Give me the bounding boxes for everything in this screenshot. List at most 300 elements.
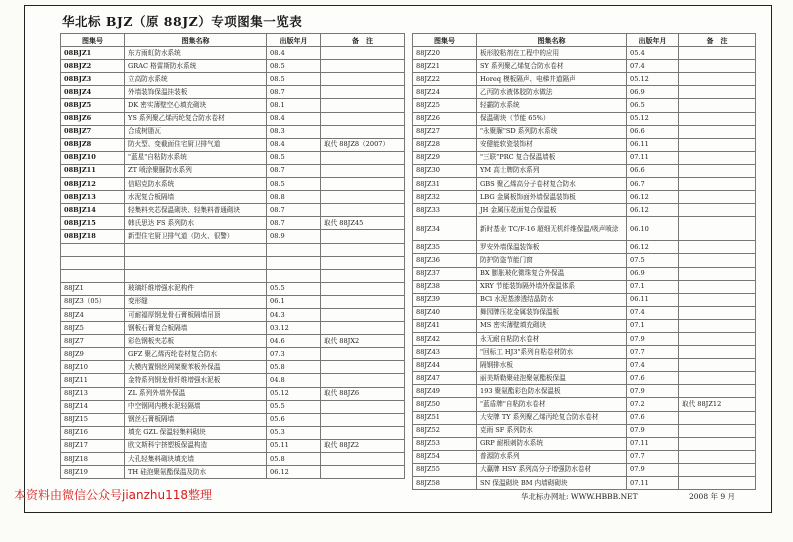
cell-name: SN 保温砌块 BM 内墙砌砌块 (477, 477, 627, 490)
blank-row (61, 269, 405, 282)
table-row (61, 374, 405, 387)
cell-code: 08BJZ1 (61, 47, 125, 60)
cell-code: 88JZ7 (61, 335, 125, 348)
cell-name: 大孔轻集料砌块填充墙 (125, 453, 267, 466)
cell-date: 07.11 (627, 437, 679, 450)
cell-code: 88JZ42 (413, 332, 477, 345)
table-row (413, 112, 756, 125)
table-row (413, 125, 756, 138)
cell-date: 05.8 (267, 453, 321, 466)
cell-date: 06.12 (627, 191, 679, 204)
cell-note: 取代 88JX2 (321, 335, 405, 348)
cell-code: 08BJZ14 (61, 204, 125, 217)
cell-note (679, 372, 756, 385)
cell-date: 08.4 (267, 112, 321, 125)
table-row (413, 372, 756, 385)
cell-note (321, 99, 405, 112)
cell-code: 88JZ28 (413, 138, 477, 151)
cell-note (321, 453, 405, 466)
cell-code: 88JZ3（05） (61, 295, 125, 308)
cell-name: 舞园牌压花金属装饰保温板 (477, 306, 627, 319)
cell-name: 信昭克防水系统 (125, 178, 267, 191)
cell-name: 中空钢网内模水泥轻隔墙 (125, 400, 267, 413)
cell-name: ZL 系列外墙外保温 (125, 387, 267, 400)
table-row (61, 322, 405, 335)
cell-code: 88JZ36 (413, 254, 477, 267)
table-row (413, 254, 756, 267)
table-row (61, 387, 405, 400)
cell-note (321, 191, 405, 204)
cell-code: 88JZ49 (413, 385, 477, 398)
cell-date: 08.5 (267, 73, 321, 86)
cell-date: 07.7 (627, 450, 679, 463)
cell-name: "蓝星"自粘防水系统 (125, 151, 267, 164)
cell-date: 07.4 (627, 60, 679, 73)
cell-code: 88JZ33 (413, 204, 477, 217)
left-catalog-table (60, 33, 405, 479)
table-row (413, 138, 756, 151)
cell-code: 08BJZ7 (61, 125, 125, 138)
header-name: 图集名称 (125, 34, 267, 47)
cell-note (679, 99, 756, 112)
table-row (413, 450, 756, 463)
cell-name: DK 密实薄壁空心填充砌块 (125, 99, 267, 112)
cell-note (321, 60, 405, 73)
cell-note (321, 426, 405, 439)
cell-name: 变形缝 (125, 295, 267, 308)
table-row (61, 282, 405, 295)
cell-date: 07.3 (267, 348, 321, 361)
cell-code: 88JZ20 (413, 47, 477, 60)
cell-name: YS 系列聚乙烯丙纶复合防水卷材 (125, 112, 267, 125)
table-row (61, 361, 405, 374)
cell-date: 05.12 (627, 112, 679, 125)
cell-name: 钢板石膏复合板隔墙 (125, 322, 267, 335)
table-row (61, 86, 405, 99)
table-row (61, 164, 405, 177)
cell-name: 外墙装饰保温挂装板 (125, 86, 267, 99)
table-row (413, 73, 756, 86)
cell-code: 88JZ39 (413, 293, 477, 306)
table-row (413, 398, 756, 411)
cell-name: 保温砌块（节能 65%） (477, 112, 627, 125)
cell-code: 08BJZ8 (61, 138, 125, 151)
cell-name: 乙丙防水液体胶防水做法 (477, 86, 627, 99)
cell-note (321, 466, 405, 479)
cell-date: 06.7 (627, 178, 679, 191)
cell-name: 防护防盗节能门窗 (477, 254, 627, 267)
table-row (413, 60, 756, 73)
cell-date: 04.6 (267, 335, 321, 348)
cell-name: ZT 喷涂聚脲防水系列 (125, 164, 267, 177)
table-row (413, 424, 756, 437)
cell-name: MS 密实薄壁填充砌块 (477, 319, 627, 332)
cell-code: 88JZ25 (413, 99, 477, 112)
cell-note (679, 293, 756, 306)
cell-date: 08.1 (267, 99, 321, 112)
table-row (413, 346, 756, 359)
cell-name: 永无耐自粘防水卷材 (477, 332, 627, 345)
cell-date: 07.4 (627, 359, 679, 372)
cell-note (679, 385, 756, 398)
cell-name: 隔钢排水板 (477, 359, 627, 372)
cell-note (679, 280, 756, 293)
table-row (61, 151, 405, 164)
table-row (413, 241, 756, 254)
cell-date: 06.9 (627, 86, 679, 99)
cell-note (679, 47, 756, 60)
table-row (413, 47, 756, 60)
cell-note (321, 348, 405, 361)
cell-name: GFZ 聚乙烯丙纶卷材复合防水 (125, 348, 267, 361)
cell-code: 88JZ44 (413, 359, 477, 372)
header-name: 图集名称 (477, 34, 627, 47)
cell-code: 88JZ55 (413, 463, 477, 476)
cell-note (679, 217, 756, 241)
cell-name: 韩氏思达 FS 系列防水 (125, 217, 267, 230)
cell-code: 88JZ30 (413, 164, 477, 177)
cell-date: 07.9 (627, 385, 679, 398)
cell-date: 06.9 (627, 267, 679, 280)
cell-date: 07.4 (627, 306, 679, 319)
blank-cell (61, 256, 125, 269)
cell-code: 88JZ40 (413, 306, 477, 319)
table-row (413, 306, 756, 319)
cell-name: 罗安外墙保温装饰板 (477, 241, 627, 254)
table-row (61, 335, 405, 348)
cell-date: 05.12 (627, 73, 679, 86)
table-row (61, 308, 405, 321)
cell-date: 07.1 (627, 319, 679, 332)
blank-cell (61, 269, 125, 282)
cell-note (321, 361, 405, 374)
cell-code: 88JZ54 (413, 450, 477, 463)
blank-row (61, 243, 405, 256)
cell-date: 06.6 (627, 125, 679, 138)
cell-date: 06.10 (627, 217, 679, 241)
cell-note (321, 47, 405, 60)
cell-date: 05.5 (267, 282, 321, 295)
header-date: 出版年月 (627, 34, 679, 47)
table-row (413, 293, 756, 306)
cell-date: 07.5 (627, 254, 679, 267)
table-row (413, 151, 756, 164)
blank-cell (125, 256, 267, 269)
cell-name: 普源防水系列 (477, 450, 627, 463)
cell-name: TH 硅泡聚氨酯保温及防水 (125, 466, 267, 479)
cell-note (321, 374, 405, 387)
cell-code: 88JZ35 (413, 241, 477, 254)
cell-code: 88JZ38 (413, 280, 477, 293)
cell-note (679, 437, 756, 450)
cell-code: 88JZ4 (61, 308, 125, 321)
cell-date: 06.12 (627, 204, 679, 217)
cell-note (679, 346, 756, 359)
cell-name: 安健能软瓷装饰材 (477, 138, 627, 151)
cell-name: 新型住宅厨卫排气道（防火、很警） (125, 230, 267, 243)
cell-note (679, 191, 756, 204)
cell-note (321, 295, 405, 308)
table-row (413, 463, 756, 476)
table-row (413, 86, 756, 99)
cell-note (679, 424, 756, 437)
table-row (61, 400, 405, 413)
cell-code: 08BJZ4 (61, 86, 125, 99)
table-row (61, 204, 405, 217)
table-row (413, 280, 756, 293)
cell-name: 可耐福厚钢龙骨石膏板隔墙吊顶 (125, 308, 267, 321)
blank-cell (321, 243, 405, 256)
cell-note (679, 267, 756, 280)
cell-date: 06.12 (267, 466, 321, 479)
cell-code: 08BJZ5 (61, 99, 125, 112)
table-row (61, 191, 405, 204)
table-row (61, 348, 405, 361)
table-row (61, 453, 405, 466)
blank-cell (321, 256, 405, 269)
cell-date: 08.8 (267, 191, 321, 204)
table-row (61, 217, 405, 230)
header-note: 备 注 (321, 34, 405, 47)
cell-date: 07.11 (627, 151, 679, 164)
cell-name: "三联"PRC 复合保温墙板 (477, 151, 627, 164)
cell-code: 08BJZ13 (61, 191, 125, 204)
cell-note (679, 178, 756, 191)
cell-code: 88JZ11 (61, 374, 125, 387)
table-row (413, 385, 756, 398)
cell-name: 欧文斯科宁挤塑板保温构造 (125, 439, 267, 452)
cell-code: 88JZ41 (413, 319, 477, 332)
cell-date: 08.7 (267, 217, 321, 230)
cell-date: 06.11 (627, 138, 679, 151)
cell-date: 05.4 (627, 47, 679, 60)
cell-note: 取代 88JZ2 (321, 439, 405, 452)
blank-row (61, 256, 405, 269)
cell-code: 88JZ14 (61, 400, 125, 413)
cell-note: 取代 88JZ6 (321, 387, 405, 400)
cell-code: 88JZ29 (413, 151, 477, 164)
cell-note (321, 125, 405, 138)
cell-date: 08.4 (267, 138, 321, 151)
cell-code: 88JZ34 (413, 217, 477, 241)
header-note: 备 注 (679, 34, 756, 47)
table-row (413, 437, 756, 450)
cell-name: 轻霸防水系统 (477, 99, 627, 112)
cell-date: 05.12 (267, 387, 321, 400)
cell-date: 07.2 (627, 398, 679, 411)
cell-code: 88JZ26 (413, 112, 477, 125)
cell-note: 取代 88JZ12 (679, 398, 756, 411)
cell-name: Horeq 模板隔声、电梯井道隔声 (477, 73, 627, 86)
table-row (61, 125, 405, 138)
cell-date: 05.11 (267, 439, 321, 452)
cell-name: 彩色钢板夹芯板 (125, 335, 267, 348)
cell-code: 88JZ27 (413, 125, 477, 138)
cell-note (321, 400, 405, 413)
cell-code: 88JZ24 (413, 86, 477, 99)
left-table-body (61, 47, 405, 479)
cell-code: 88JZ5 (61, 322, 125, 335)
table-row (61, 73, 405, 86)
table-row (61, 439, 405, 452)
cell-date: 08.7 (267, 204, 321, 217)
cell-name: XRY 节能装饰隔外墙外保温体系 (477, 280, 627, 293)
blank-cell (267, 243, 321, 256)
cell-name: GRAC 格雷斯防水系统 (125, 60, 267, 73)
cell-name: 立高防水系统 (125, 73, 267, 86)
cell-name: 轻集料夹芯保温砌块、轻集料普通砌块 (125, 204, 267, 217)
cell-date: 03.12 (267, 322, 321, 335)
table-row (413, 99, 756, 112)
cell-name: 水泥复合板隔墙 (125, 191, 267, 204)
table-row (61, 466, 405, 479)
cell-date: 08.5 (267, 60, 321, 73)
cell-code: 88JZ32 (413, 191, 477, 204)
cell-note: 取代 88JZ45 (321, 217, 405, 230)
cell-date: 08.5 (267, 151, 321, 164)
cell-name: 克雨 SF 系列防水 (477, 424, 627, 437)
cell-note (321, 308, 405, 321)
cell-name: YM 高士牌防水系列 (477, 164, 627, 177)
cell-name: 填充 GZL 保温轻集料砌块 (125, 426, 267, 439)
cell-date: 05.3 (267, 426, 321, 439)
cell-note (679, 332, 756, 345)
cell-name: "回标工 HJ3"系列自粘卷材防水 (477, 346, 627, 359)
cell-name: 新时基业 TC/F-16 超细无机纤维保温/吸声喷涂 (477, 217, 627, 241)
cell-code: 88JZ21 (413, 60, 477, 73)
table-row (413, 204, 756, 217)
right-table-body (413, 47, 756, 490)
cell-name: 大安牌 TY 系列聚乙烯丙纶复合防水卷材 (477, 411, 627, 424)
right-catalog-table (412, 33, 756, 490)
cell-code: 88JZ22 (413, 73, 477, 86)
cell-date: 07.9 (627, 332, 679, 345)
cell-note (321, 413, 405, 426)
cell-code: 88JZ16 (61, 426, 125, 439)
cell-date: 08.7 (267, 86, 321, 99)
cell-name: JH 金属压花面复合保温板 (477, 204, 627, 217)
cell-code: 88JZ47 (413, 372, 477, 385)
cell-note (321, 178, 405, 191)
cell-note (321, 322, 405, 335)
table-row (413, 267, 756, 280)
cell-note (321, 112, 405, 125)
table-row (61, 112, 405, 125)
cell-name: 合成树脂瓦 (125, 125, 267, 138)
cell-note (679, 204, 756, 217)
blank-cell (267, 269, 321, 282)
cell-note (321, 151, 405, 164)
cell-name: BCl 水泥基渗透结晶防水 (477, 293, 627, 306)
table-row (413, 359, 756, 372)
footer-date: 2008 年 9 月 (689, 492, 736, 501)
blank-cell (125, 243, 267, 256)
cell-code: 88JZ13 (61, 387, 125, 400)
blank-cell (321, 269, 405, 282)
table-header-row (61, 34, 405, 47)
table-row (61, 230, 405, 243)
cell-code: 08BJZ11 (61, 164, 125, 177)
table-row (61, 413, 405, 426)
cell-date: 07.11 (627, 477, 679, 490)
cell-code: 08BJZ12 (61, 178, 125, 191)
table-header-row (413, 34, 756, 47)
cell-code: 88JZ53 (413, 437, 477, 450)
cell-name: SY 系列聚乙烯复合防水卷材 (477, 60, 627, 73)
cell-code: 08BJZ18 (61, 230, 125, 243)
cell-date: 04.8 (267, 374, 321, 387)
cell-note (321, 164, 405, 177)
cell-code: 08BJZ6 (61, 112, 125, 125)
table-row (61, 178, 405, 191)
cell-name: 防火型、变截面住宅厨卫排气道 (125, 138, 267, 151)
cell-code: 88JZ37 (413, 267, 477, 280)
table-row (413, 217, 756, 241)
cell-code: 88JZ19 (61, 466, 125, 479)
cell-name: GBS 聚乙烯高分子卷材复合防水 (477, 178, 627, 191)
cell-name: BX 膨胀玻化微珠复合外保温 (477, 267, 627, 280)
cell-date: 07.6 (627, 411, 679, 424)
cell-name: 193 聚氨酯彩色防水保温板 (477, 385, 627, 398)
cell-code: 88JZ17 (61, 439, 125, 452)
table-row (413, 477, 756, 490)
cell-date: 06.11 (627, 293, 679, 306)
cell-code: 88JZ51 (413, 411, 477, 424)
cell-date: 07.7 (627, 346, 679, 359)
cell-name: 大赢牌 HSY 系列高分子增强防水卷材 (477, 463, 627, 476)
cell-code: 08BJZ15 (61, 217, 125, 230)
cell-note (321, 282, 405, 295)
cell-name: 金特系列钢龙骨纤维增强水泥板 (125, 374, 267, 387)
cell-name: GRP 耐根刺防水系统 (477, 437, 627, 450)
cell-note (679, 164, 756, 177)
cell-code: 88JZ52 (413, 424, 477, 437)
table-row (413, 319, 756, 332)
cell-note (679, 125, 756, 138)
cell-code: 88JZ58 (413, 477, 477, 490)
cell-code: 88JZ50 (413, 398, 477, 411)
cell-date: 08.5 (267, 178, 321, 191)
table-row (413, 411, 756, 424)
table-row (61, 99, 405, 112)
cell-date: 08.7 (267, 164, 321, 177)
cell-name: 大模内置钢丝网架聚苯板外保温 (125, 361, 267, 374)
watermark-text: 本资料由微信公众号jianzhu118整理 (14, 488, 213, 502)
cell-note (321, 86, 405, 99)
table-row (61, 426, 405, 439)
blank-cell (267, 256, 321, 269)
cell-date: 07.9 (627, 424, 679, 437)
cell-name: "永聚脲"SD 系列防水系统 (477, 125, 627, 138)
cell-code: 88JZ15 (61, 413, 125, 426)
cell-note (679, 138, 756, 151)
table-row (61, 47, 405, 60)
cell-note: 取代 88JZ8（2007） (321, 138, 405, 151)
cell-note (321, 230, 405, 243)
cell-note (679, 254, 756, 267)
cell-code: 88JZ31 (413, 178, 477, 191)
blank-cell (125, 269, 267, 282)
table-row (61, 138, 405, 151)
table-row (413, 191, 756, 204)
table-row (413, 164, 756, 177)
cell-note (679, 112, 756, 125)
cell-date: 06.1 (267, 295, 321, 308)
cell-date: 07.6 (627, 372, 679, 385)
cell-code: 88JZ9 (61, 348, 125, 361)
page-title: 华北标 BJZ（原 88JZ）专项图集一览表 (62, 14, 303, 29)
cell-date: 06.6 (627, 164, 679, 177)
